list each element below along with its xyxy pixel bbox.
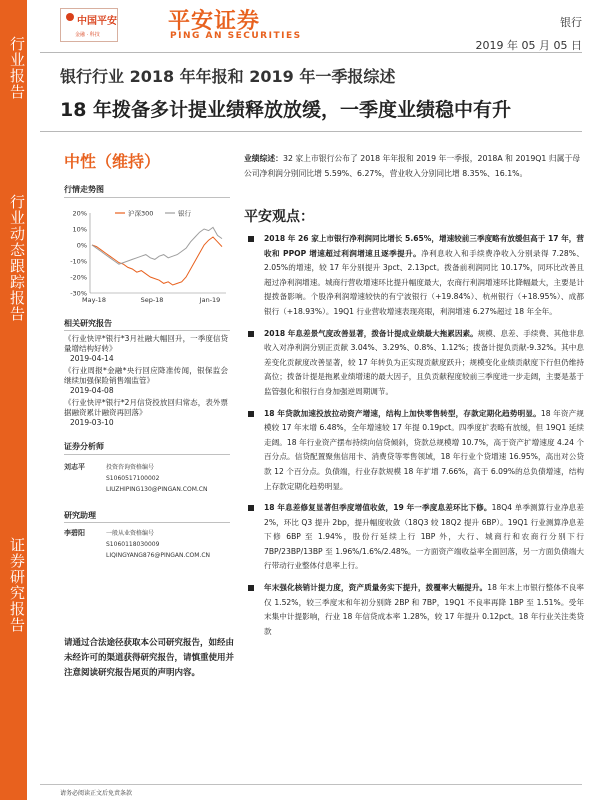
y-tick-label: 10% <box>72 225 87 234</box>
assistant-cert-number: S1060118030009 <box>106 541 160 548</box>
square-bullet-icon <box>248 411 254 417</box>
assistant-name: 李碧阳 <box>64 529 85 537</box>
side-label-industry-report: 行业报告 <box>8 36 26 100</box>
y-tick-label: -30% <box>70 289 87 298</box>
viewpoint-body: 18Q4 单季测算行业净息差 2%，环比 Q3 提升 2bp，提升幅度收敛（18Q3 较 18Q2 提升 6BP）。19Q1 行业测算净息差下修 6BP 至 1.94%，股份行延续上行 1BP 外，大行、城商行和农商行分别下行 7BP/23BP/13BP 至 1.96%/1.6%/2.48%。一方面资产端收益率全面回落，另一方面负债端大行带动行业整体付息率上行。 <box>264 503 584 571</box>
assistant-section-divider <box>64 522 230 523</box>
y-tick-label: -20% <box>70 273 87 282</box>
analyst-section-heading: 证券分析师 <box>64 442 104 451</box>
y-tick-label: -10% <box>70 257 87 266</box>
x-tick-label: Jan-19 <box>199 296 221 304</box>
side-label-securities-research: 证券研究报告 <box>8 537 26 633</box>
ping-an-logo <box>60 8 118 42</box>
ping-an-logo-icon <box>66 13 74 21</box>
related-report-title: 《行业快评*银行*2月信贷投放回归常态，表外票据融资累计融资再回落》 <box>64 398 228 417</box>
related-report-date: 2019-04-08 <box>70 386 114 395</box>
series-line-1 <box>92 227 222 264</box>
square-bullet-icon <box>248 236 254 242</box>
analyst-section-divider <box>64 454 230 455</box>
analyst-cert-label: 投资咨询资格编号 <box>106 464 155 471</box>
square-bullet-icon <box>248 505 254 511</box>
report-subtitle: 18 年拨备多计提业绩释放放缓，一季度业绩稳中有升 <box>60 99 512 121</box>
viewpoint-item <box>244 232 584 320</box>
viewpoint-list <box>244 232 584 639</box>
price-trend-chart <box>60 205 232 305</box>
footer-note: 请务必阅读正文后免责条款 <box>60 790 133 797</box>
logo-sub: 金融 · 科技 <box>75 32 100 38</box>
related-report-date: 2019-04-14 <box>70 354 114 363</box>
related-report-item[interactable] <box>64 366 228 396</box>
viewpoint-item <box>244 581 584 639</box>
x-tick-label: May-18 <box>82 296 106 304</box>
series-line-0 <box>92 237 222 285</box>
brand-name-cn: 平安证券 <box>168 9 261 34</box>
viewpoint-item <box>244 327 584 400</box>
viewpoint-body: 18 年资产规模较 17 年末增 6.48%，全年增速较 17 年提 0.19pct。四季度扩表略有放缓，但 19Q1 延续走阔。18 年行业资产摆布持续向信贷倾斜，贷款总规模增 10.7%，高于资产扩增速度 4.24 个百分点。信贷配置聚焦信用卡、消费贷等零售领域，18 年行业个贷增速 16.95%，高出对公贷款 12 个百分点。负债端，行业存款规模 18 年扩增 7.66%，高于 6.09%的总负债增速，结构上存款定期化趋势明显。 <box>264 408 584 491</box>
viewpoint-item <box>244 407 584 495</box>
viewpoint-lead: 2018 年息差景气度改善显著，拨备计提成业绩最大拖累因素。 <box>264 328 478 338</box>
viewpoint-heading: 平安观点： <box>244 209 314 225</box>
side-band <box>0 0 27 800</box>
analyst-info <box>106 462 207 495</box>
related-report-title: 《行业周报*金融*央行回应降准传闻，银保监会继续加强保险销售端监管》 <box>64 366 228 385</box>
viewpoint-lead: 年末强化核销计提力度，资产质量务实下提升，拨覆率大幅提升。 <box>264 583 488 593</box>
viewpoint-body: 规模、息差、手续费、其他非息收入对净利润分别正贡献 3.04%、3.29%、0.8%、1.12%；拨备计提负贡献-9.32%。其中息差变化贡献度改善显著，较 17 年转负为正实现贡献度跃升；规模变化业绩贡献度下行但仍维持高位；拨备计提是拖累业绩增速的最大因子，且负贡献程度较前三季度进一步走阔，主要是基于监管强化和银行自身加强逆周期调节。 <box>264 328 585 396</box>
viewpoint-body: 净利息收入和手续费净收入分别录得 7.28%、2.05%的增速，较 17 年分别提升 3pct、2.13pct。拨备前利润同比 10.17%，同环比改善且超过净利润增速。城商行营收增速环比提升幅度最大，农商行利润增速环比降幅最大，主要是计提拨备影响。个股净利润增速较快的有宁波银行（+19.84%）、杭州银行（+18.95%）、成都银行（+18.93%）。19Q1 行业营收增速表现亮眼，利润增速 6.27%超过 18 年全年。 <box>264 248 584 316</box>
report-date: 2019 年 05 月 05 日 <box>475 39 582 52</box>
chart-section-divider <box>64 197 230 198</box>
price-trend-svg <box>60 205 232 305</box>
related-report-item[interactable] <box>64 398 228 428</box>
footer-divider <box>40 784 582 785</box>
square-bullet-icon <box>248 585 254 591</box>
chart-section-heading: 行情走势图 <box>64 185 104 194</box>
summary-text: 32 家上市银行公布了 2018 年年报和 2019 年一季报，2018A 和 2019Q1 归属于母公司净利润分别同比增 5.59%、6.27%，营业收入分别同比增 8.35%、16.1%。 <box>244 154 581 178</box>
rating-badge: 中性（维持） <box>64 152 161 171</box>
analyst-name: 刘志平 <box>64 463 85 471</box>
assistant-block <box>64 528 230 568</box>
report-title: 银行行业 2018 年年报和 2019 年一季报综述 <box>60 67 396 86</box>
viewpoint-item <box>244 501 584 574</box>
analyst-email[interactable]: LIUZHIPING130@PINGAN.COM.CN <box>106 486 208 493</box>
square-bullet-icon <box>248 331 254 337</box>
summary-label: 业绩综述： <box>244 154 283 163</box>
viewpoint-lead: 2018 年 26 家上市银行净利润同比增长 5.65%，增速较前三季度略有放缓但高于 17 年，营收和 PPOP 增速超过利润增速且逐季提升。 <box>264 234 584 258</box>
viewpoint-body: 18 年末上市银行整体不良率仅 1.52%，较三季度末和年初分别降 2BP 和 7BP，19Q1 不良率再降 1BP 至 1.51%。受年末集中计提影响，行业 18 年信贷成本率 1.28%，较 17 年提升 0.12pct。18 年行业关注类贷款 <box>264 583 585 636</box>
analyst-cert-number: S1060517100002 <box>106 475 160 482</box>
viewpoint-lead: 18 年息差修复显著但季度增值收敛，19 年一季度息差环比下修。 <box>264 503 492 513</box>
viewpoint-lead: 18 年贷款加速投放拉动资产增速，结构上加快零售转型，存款定期化趋势明显。 <box>264 408 541 418</box>
related-report-date: 2019-03-10 <box>70 418 114 427</box>
analyst-block <box>64 462 230 498</box>
header-divider <box>40 52 582 53</box>
x-tick-label: Sep-18 <box>140 296 164 304</box>
side-label-dynamic-tracking: 行业动态跟踪报告 <box>8 194 26 322</box>
sector-label: 银行 <box>560 16 582 29</box>
y-tick-label: 0% <box>76 241 87 250</box>
assistant-email[interactable]: LIQINGYANG876@PINGAN.COM.CN <box>106 552 211 559</box>
related-report-title: 《行业快评*银行*3月社融大幅回升，一季度信贷量增结构好转》 <box>64 334 228 353</box>
logo-text: 中国平安 <box>77 16 117 27</box>
title-divider <box>40 131 582 132</box>
legend-label: 银行 <box>178 209 191 218</box>
related-section-heading: 相关研究报告 <box>64 319 112 328</box>
assistant-section-heading: 研究助理 <box>64 511 96 520</box>
related-reports-list <box>64 334 228 430</box>
legend-label: 沪深300 <box>128 209 154 218</box>
y-tick-label: 20% <box>72 209 87 218</box>
assistant-cert-label: 一般从业资格编号 <box>106 530 155 537</box>
related-section-divider <box>64 330 230 331</box>
disclaimer-note: 请通过合法途径获取本公司研究报告，如经由未经许可的渠道获得研究报告，请慎重使用并注意阅读研究报告尾页的声明内容。 <box>64 638 235 678</box>
assistant-info <box>106 528 230 561</box>
brand-name-en: PING AN SECURITIES <box>170 31 302 41</box>
related-report-item[interactable] <box>64 334 228 364</box>
performance-summary <box>244 152 584 181</box>
